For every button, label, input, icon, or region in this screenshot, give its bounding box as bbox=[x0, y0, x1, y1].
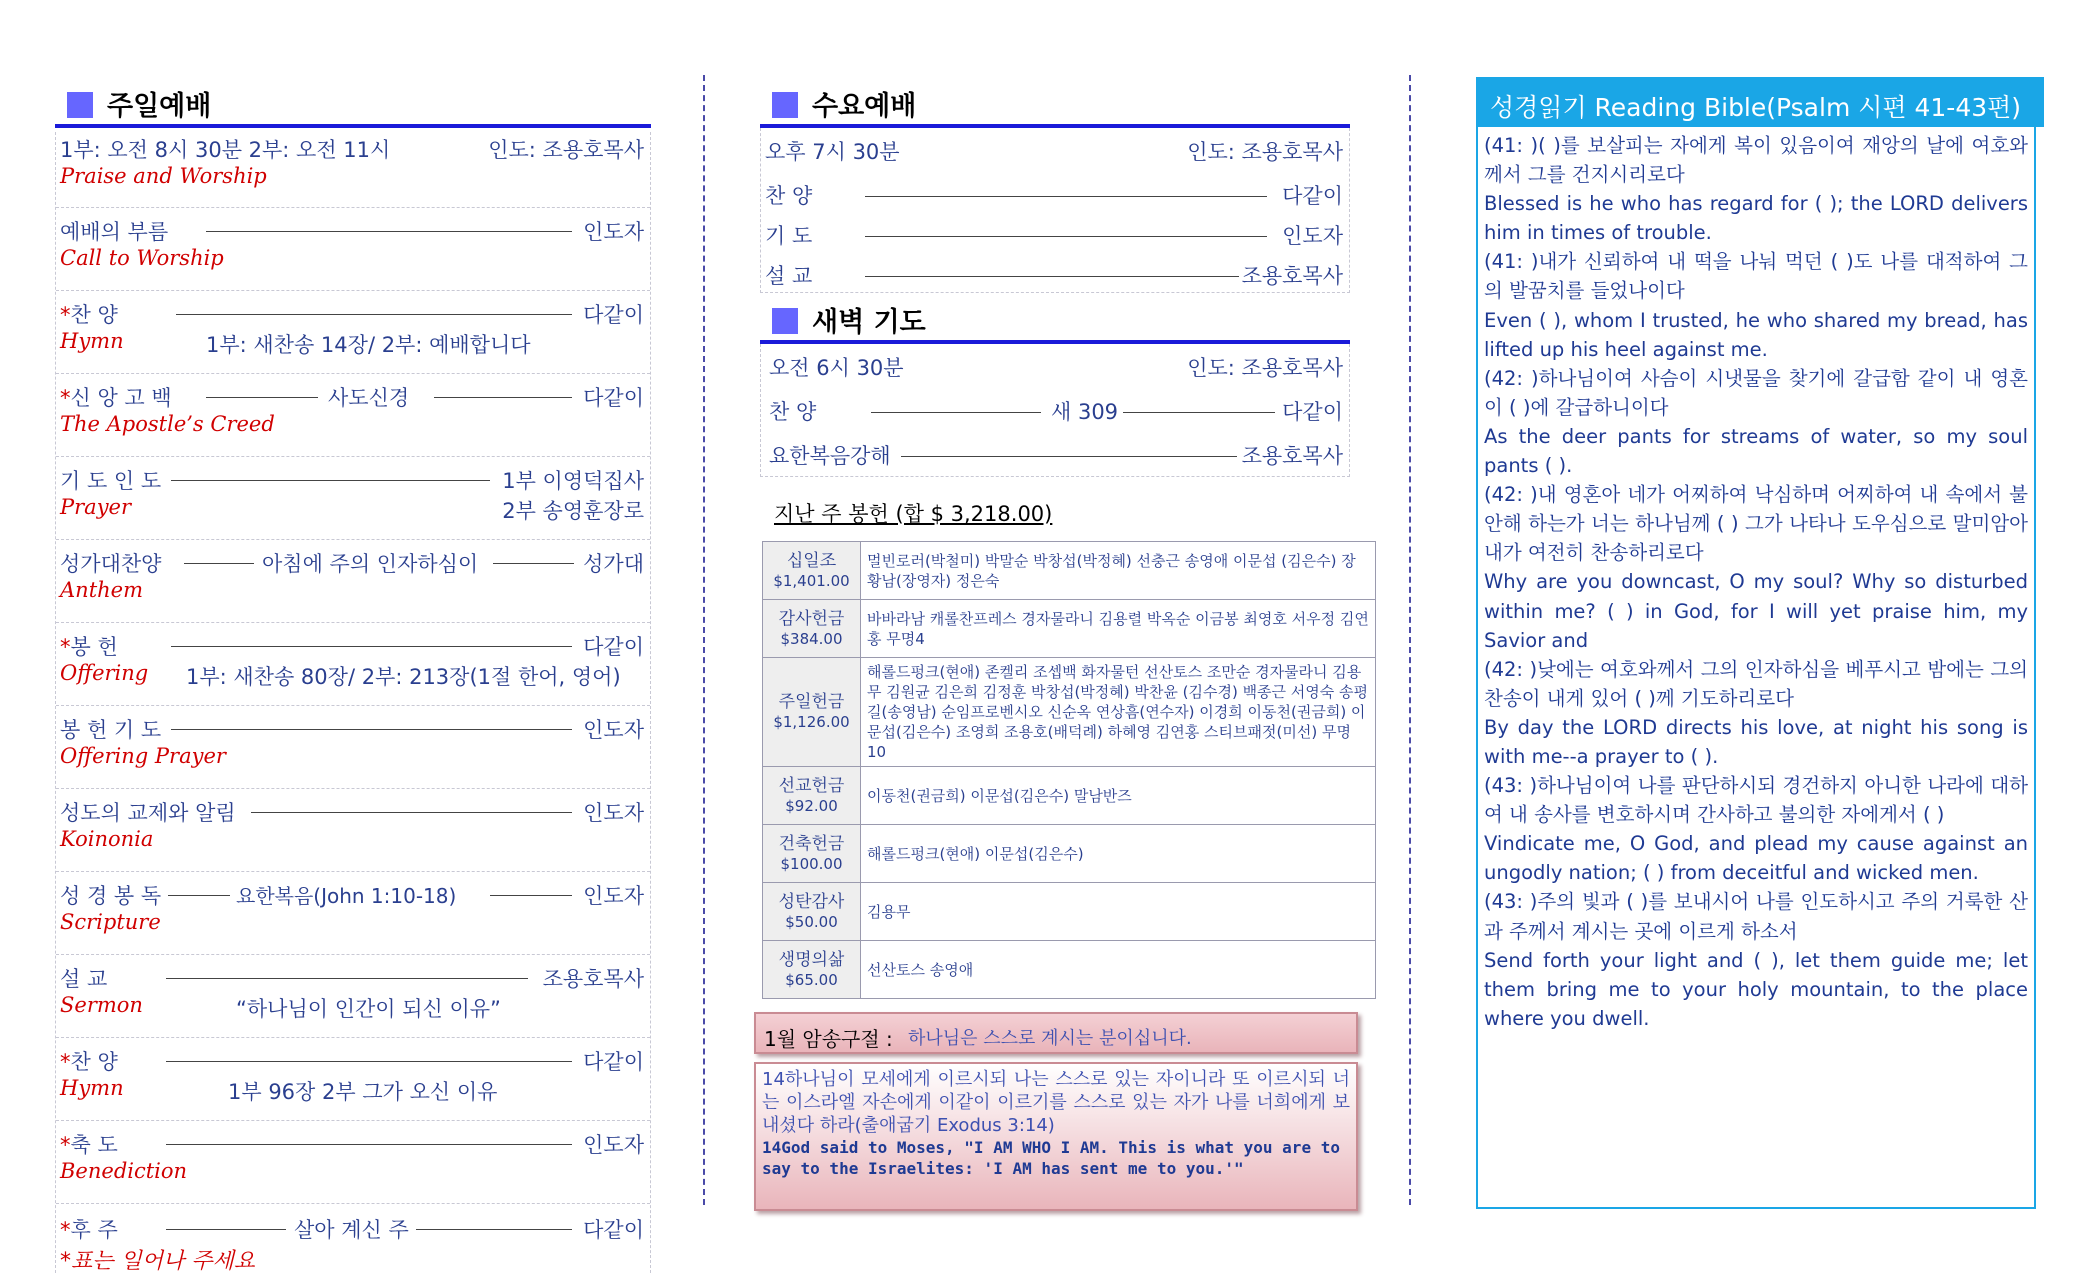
service-item: *찬 양 다같이 Hymn 1부 96장 2부 그가 오신 이유 bbox=[56, 1044, 650, 1121]
service-item-who: 다같이 bbox=[583, 1218, 644, 1242]
offering-amount: $100.00 bbox=[780, 854, 843, 873]
service-item-who: 다같이 bbox=[583, 635, 644, 659]
memory-verse-label: 1월 암송구절 : bbox=[764, 1027, 893, 1051]
service-leader: 인도: 조용호목사 bbox=[488, 138, 644, 162]
service-item-who: 조용호목사 bbox=[1241, 444, 1343, 468]
service-item: *찬 양 다같이 Hymn 1부: 새찬송 14장/ 2부: 예배합니다 bbox=[56, 297, 650, 374]
memory-verse-english: 14God said to Moses, "I AM WHO I AM. This is what you are to say to the Israelites: 'I AM has sent me to you.'" bbox=[762, 1138, 1340, 1178]
service-item bbox=[56, 961, 650, 1038]
sunday-section-header bbox=[55, 82, 651, 128]
service-item-label: 찬 양 bbox=[765, 184, 813, 208]
service-item-who: 조용호목사 bbox=[1241, 264, 1343, 288]
service-item bbox=[761, 432, 1349, 476]
dawn-section-header bbox=[760, 298, 1350, 344]
bible-verse-paragraph: (41: )내가 신뢰하여 내 떡을 나눠 먹던 ( )도 나를 대적하여 그의 발꿈치를 들었나이다 bbox=[1484, 250, 2028, 303]
offering-row bbox=[763, 883, 1376, 941]
dawn-time: 오전 6시 30분 bbox=[769, 356, 904, 380]
service-item-label: 예배의 부름 bbox=[60, 220, 169, 244]
service-item-label: 찬 양 bbox=[70, 303, 118, 327]
sunday-service-column bbox=[55, 82, 651, 1275]
offering-type-cell bbox=[763, 542, 861, 600]
offering-table bbox=[762, 541, 1376, 999]
service-item-label: 성가대찬양 bbox=[60, 552, 162, 576]
service-item-who: 인도자 bbox=[583, 884, 644, 908]
offering-amount: $92.00 bbox=[785, 796, 838, 815]
service-item: *후 주 살아 계신 주 다같이 *표는 일어나 주세요 bbox=[56, 1212, 650, 1275]
dawn-prayer bbox=[760, 298, 1350, 477]
offering-type: 감사헌금 bbox=[778, 608, 845, 629]
column-divider bbox=[1409, 75, 1411, 1205]
offering-type: 건축헌금 bbox=[778, 833, 845, 854]
bible-verse-paragraph: Send forth your light and ( ), let them guide me; let them bring me to your holy mountain, to the place where you dwell. bbox=[1484, 948, 2028, 1030]
service-eng-label: Koinonia bbox=[60, 827, 154, 851]
service-item-label: 신 앙 고 백 bbox=[70, 386, 172, 410]
service-item-who: 다같이 bbox=[1282, 400, 1343, 424]
section-square-icon bbox=[772, 92, 798, 118]
service-item-who: 조용호목사 bbox=[542, 967, 644, 991]
offering-row bbox=[763, 825, 1376, 883]
offering-names: 바바라남 캐롤찬프레스 경자물라니 김용렬 박옥순 이금봉 최영호 서우정 김연홍 무명4 bbox=[861, 600, 1376, 658]
bible-verse-paragraph: (42: )하나님이여 사슴이 시냇물을 찾기에 갈급함 같이 내 영혼이 ( )에 갈급하니이다 bbox=[1484, 366, 2028, 419]
bible-verse-paragraph: As the deer pants for streams of water, so my soul pants ( ). bbox=[1484, 424, 2028, 478]
offering-type: 십일조 bbox=[786, 550, 837, 571]
service-item-label: 봉 헌 bbox=[70, 635, 118, 659]
service-item: *봉 헌 다같이 Offering 1부: 새찬송 80장/ 2부: 213장(1절 한어, 영어) bbox=[56, 629, 650, 706]
bible-reading-header bbox=[1476, 77, 2044, 127]
sunday-order-list bbox=[55, 132, 651, 1275]
offering-type-cell bbox=[763, 658, 861, 767]
memory-verse-korean: 14하나님이 모세에게 이르시되 나는 스스로 있는 자이니라 또 이르시되 너는 이스라엘 자손에게 이같이 이르기를 스스로 있는 자가 나를 너희에게 보내셨다 하라(출애굽기 Exodus 3:14) bbox=[762, 1069, 1350, 1136]
bible-verse-paragraph: Why are you downcast, O my soul? Why so disturbed within me? ( ) in God, for I will yet praise him, my Savior and bbox=[1484, 570, 2028, 652]
service-item-mid: 살아 계신 주 bbox=[294, 1218, 409, 1242]
service-item bbox=[761, 388, 1349, 432]
service-item-detail: 1부: 새찬송 14장/ 2부: 예배합니다 bbox=[206, 333, 531, 357]
bible-verse-paragraph: (43: )주의 빛과 ( )를 보내시어 나를 인도하시고 주의 거룩한 산과 주께서 계시는 곳에 이르게 하소서 bbox=[1484, 890, 2028, 943]
wednesday-section-header bbox=[760, 82, 1350, 128]
service-item-label: 찬 양 bbox=[70, 1050, 118, 1074]
offering-row bbox=[763, 941, 1376, 999]
service-item-mid: 사도신경 bbox=[328, 386, 410, 410]
wednesday-service bbox=[760, 82, 1350, 293]
offering-type: 주일헌금 bbox=[778, 692, 845, 712]
wednesday-title: 수요예배 bbox=[812, 91, 917, 122]
offering-amount: $50.00 bbox=[785, 912, 838, 931]
sunday-title: 주일예배 bbox=[107, 91, 212, 122]
service-item-who: 1부 이영덕집사 bbox=[502, 469, 644, 493]
service-item bbox=[761, 252, 1349, 292]
service-eng-label: Prayer bbox=[60, 495, 132, 519]
bible-verse-paragraph: (42: )내 영혼아 네가 어찌하여 낙심하며 어찌하여 내 속에서 불안해 하는가 너는 하나님께 ( ) 그가 나타나 도우심으로 말미암아 내가 여전히 찬송하리로다 bbox=[1484, 483, 2028, 565]
service-eng-label: Hymn bbox=[60, 1076, 124, 1100]
offering-names: 멀빈로러(박철미) 박말순 박창섭(박정혜) 선충근 송영애 이문섭 (김은수) 장황남(장영자) 정은숙 bbox=[861, 542, 1376, 600]
service-item-label: 후 주 bbox=[70, 1218, 118, 1242]
offering-type: 생명의삶 bbox=[778, 949, 845, 970]
service-item: *축 도 인도자 Benediction bbox=[56, 1127, 650, 1204]
dawn-leader: 인도: 조용호목사 bbox=[1187, 356, 1343, 380]
service-item-label: 기 도 bbox=[765, 224, 813, 248]
service-item-label: 성도의 교제와 알림 bbox=[60, 801, 236, 825]
service-item-label: 성 경 봉 독 bbox=[60, 884, 162, 908]
service-item-label: 요한복음강해 bbox=[769, 444, 891, 468]
wednesday-order-list bbox=[760, 128, 1350, 293]
offering-title: 지난 주 봉헌 (합 $ 3,218.00) bbox=[774, 502, 1053, 526]
service-item-who: 인도자 bbox=[583, 801, 644, 825]
offering-names: 김용무 bbox=[861, 883, 1376, 941]
service-eng-label: Praise and Worship bbox=[60, 164, 267, 188]
bible-verse-paragraph: (43: )하나님이여 나를 판단하시되 경건하지 아니한 나라에 대하여 내 송사를 변호하시며 간사하고 불의한 자에게서 ( ) bbox=[1484, 774, 2028, 827]
service-item bbox=[56, 463, 650, 540]
service-item bbox=[56, 546, 650, 623]
bible-reading-text bbox=[1484, 131, 2028, 1033]
offering-type-cell bbox=[763, 767, 861, 825]
wednesday-time: 오후 7시 30분 bbox=[765, 140, 900, 164]
offering-names: 해롤드펑크(현애) 이문섭(김은수) bbox=[861, 825, 1376, 883]
bible-verse-paragraph: Even ( ), whom I trusted, he who shared my bread, has lifted up his heel against me. bbox=[1484, 308, 2028, 361]
offering-row bbox=[763, 658, 1376, 767]
offering-row bbox=[763, 542, 1376, 600]
service-item bbox=[56, 132, 650, 208]
memory-verse-box bbox=[754, 1062, 1358, 1211]
service-eng-label: Anthem bbox=[60, 578, 143, 602]
offering-amount: $1,126.00 bbox=[773, 713, 850, 731]
offering-names: 이동천(권금희) 이문섭(김은수) 말남반즈 bbox=[861, 767, 1376, 825]
service-eng-label: Call to Worship bbox=[60, 246, 224, 270]
service-item-label: 축 도 bbox=[70, 1133, 118, 1157]
offering-type-cell bbox=[763, 883, 861, 941]
bible-verse-paragraph: Blessed is he who has regard for ( ); the LORD delivers him in times of trouble. bbox=[1484, 192, 2028, 245]
service-item-who: 다같이 bbox=[583, 386, 644, 410]
bible-verse-paragraph: Vindicate me, O God, and plead my cause against an ungodly nation; ( ) from deceitful and wicked men. bbox=[1484, 832, 2028, 885]
service-times: 1부: 오전 8시 30분 2부: 오전 11시 bbox=[60, 138, 391, 162]
bible-verse-paragraph: (42: )낮에는 여호와께서 그의 인자하심을 베푸시고 밤에는 그의 찬송이 내게 있어 ( )께 기도하리로다 bbox=[1484, 657, 2028, 710]
service-eng-label: Offering bbox=[60, 661, 149, 685]
service-item-who: 인도자 bbox=[583, 220, 644, 244]
offering-amount: $1,401.00 bbox=[773, 571, 850, 590]
dawn-order-list bbox=[760, 344, 1350, 477]
service-item bbox=[56, 214, 650, 291]
service-item-detail: “하나님이 인간이 되신 이유” bbox=[236, 997, 501, 1021]
service-eng-label: Hymn bbox=[60, 329, 124, 353]
service-item bbox=[761, 212, 1349, 252]
offering-amount: $65.00 bbox=[785, 970, 838, 989]
service-item bbox=[761, 172, 1349, 212]
service-eng-label: Offering Prayer bbox=[60, 744, 226, 768]
bible-verse-paragraph: (41: )( )를 보살피는 자에게 복이 있음이여 재앙의 날에 여호와께서 그를 건지시리로다 bbox=[1484, 134, 2028, 187]
service-item-label: 설 교 bbox=[60, 967, 108, 991]
service-item-who: 다같이 bbox=[583, 1050, 644, 1074]
offering-type-cell bbox=[763, 941, 861, 999]
service-item-mid: 아침에 주의 인자하심이 bbox=[262, 552, 479, 576]
service-item bbox=[56, 795, 650, 872]
offering-amount: $384.00 bbox=[780, 629, 843, 648]
bible-reading-box bbox=[1476, 127, 2036, 1209]
service-item-label: 봉 헌 기 도 bbox=[60, 718, 162, 742]
service-item-who: 성가대 bbox=[583, 552, 644, 576]
service-item-label: 기 도 인 도 bbox=[60, 469, 162, 493]
wednesday-leader: 인도: 조용호목사 bbox=[1187, 140, 1343, 164]
service-eng-label: The Apostle’s Creed bbox=[60, 412, 275, 436]
service-item-who: 인도자 bbox=[583, 1133, 644, 1157]
service-item-who: 인도자 bbox=[583, 718, 644, 742]
service-item: *신 앙 고 백 사도신경 다같이 The Apostle’s Creed bbox=[56, 380, 650, 457]
service-item-mid: 새 309 bbox=[1051, 400, 1119, 424]
service-item-label: 찬 양 bbox=[769, 400, 817, 424]
section-square-icon bbox=[67, 92, 93, 118]
bible-verse-paragraph: By day the LORD directs his love, at night his song is with me--a prayer to ( ). bbox=[1484, 715, 2028, 768]
service-item bbox=[56, 878, 650, 955]
dawn-title: 새벽 기도 bbox=[812, 307, 926, 338]
offering-row bbox=[763, 600, 1376, 658]
memory-verse-header bbox=[754, 1012, 1358, 1054]
offering-names: 선산토스 송영애 bbox=[861, 941, 1376, 999]
offering-row bbox=[763, 767, 1376, 825]
service-item-mid: 요한복음(John 1:10-18) bbox=[236, 884, 457, 908]
service-item-detail: 1부: 새찬송 80장/ 2부: 213장(1절 한어, 영어) bbox=[186, 665, 621, 689]
offering-names: 해롤드펑크(현애) 존켈리 조셉백 화자물턴 선산토스 조만순 경자물라니 김용무 김원균 김은희 김정훈 박창섭(박정혜) 박찬윤 (김수경) 백종근 서영숙 송평길(송영남) 순임프로벤시오 신순옥 연상흠(연수자) 이경희 이동천(권금희) 이문섭(김은수) 조영희 조용호(배덕례) 하혜영 김연홍 스티브패젓(미선) 무명10 bbox=[861, 658, 1376, 767]
service-item-who: 다같이 bbox=[583, 303, 644, 327]
bible-reading-title: 성경읽기 Reading Bible(Psalm 시편 41-43편) bbox=[1490, 93, 2022, 122]
service-item bbox=[56, 712, 650, 789]
offering-type-cell bbox=[763, 600, 861, 658]
memory-verse-text: 하나님은 스스로 계시는 분이십니다. bbox=[908, 1028, 1192, 1049]
service-item-who: 인도자 bbox=[1282, 224, 1343, 248]
service-item-who: 다같이 bbox=[1282, 184, 1343, 208]
service-item-who2: 2부 송영훈장로 bbox=[502, 499, 644, 523]
service-eng-label: Sermon bbox=[60, 993, 143, 1017]
section-square-icon bbox=[772, 308, 798, 334]
column-divider bbox=[703, 75, 705, 1205]
service-item-detail: 1부 96장 2부 그가 오신 이유 bbox=[228, 1080, 498, 1104]
standing-note: *표는 일어나 주세요 bbox=[60, 1249, 256, 1274]
offering-type: 선교헌금 bbox=[778, 775, 845, 796]
service-eng-label: Benediction bbox=[60, 1159, 188, 1183]
offering-type: 성탄감사 bbox=[778, 891, 845, 912]
offering-type-cell bbox=[763, 825, 861, 883]
service-item-label: 설 교 bbox=[765, 264, 813, 288]
service-eng-label: Scripture bbox=[60, 910, 161, 934]
